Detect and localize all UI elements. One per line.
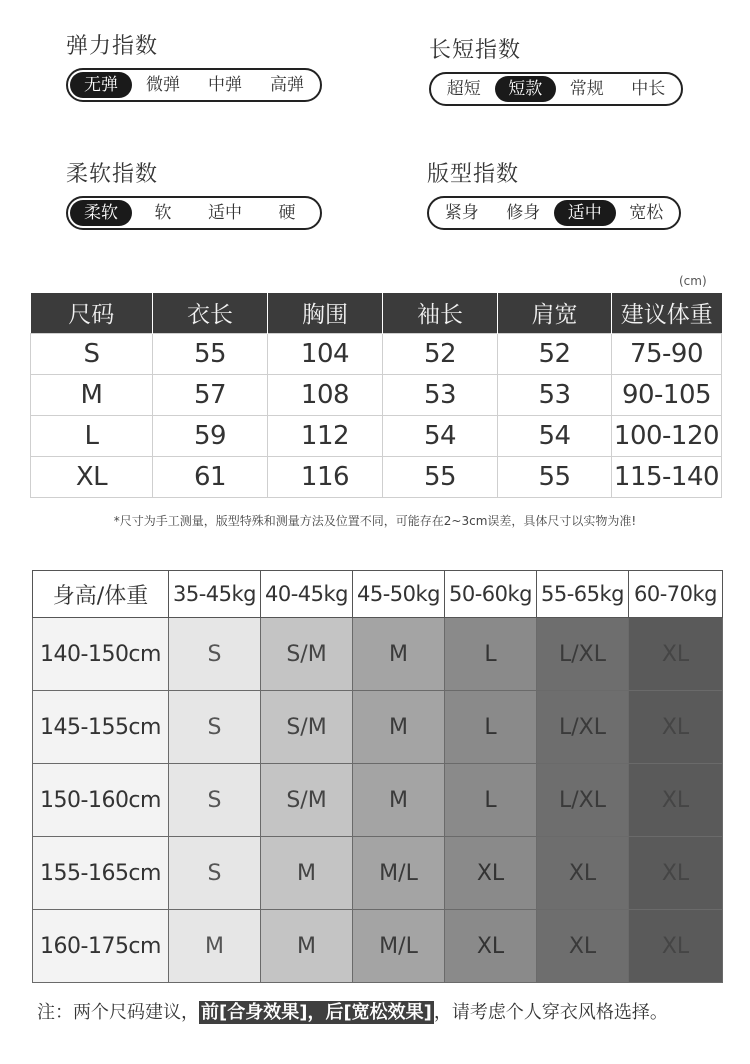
weight-range-header: 35-45kg: [169, 571, 261, 618]
recommended-size: S: [169, 618, 261, 691]
recommended-size: M: [261, 837, 353, 910]
recommended-size: XL: [629, 618, 723, 691]
table-row: [33, 618, 723, 691]
recommended-size: M: [353, 618, 445, 691]
recommended-size: S: [169, 691, 261, 764]
recommended-size: XL: [629, 691, 723, 764]
table-cell: 61: [153, 456, 268, 497]
table-cell: 52: [383, 333, 498, 374]
fit-index-scale: [427, 196, 681, 230]
length-option: 超短: [446, 79, 481, 99]
table-cell: 57: [153, 374, 268, 415]
note-suffix: ，请考虑个人穿衣风格选择。: [433, 1002, 668, 1023]
header-size: 尺码: [31, 293, 153, 333]
length-index: [429, 36, 683, 106]
table-cell: 104: [268, 333, 383, 374]
height-range-label: 145-155cm: [33, 691, 169, 764]
softness-option: 适中: [208, 203, 242, 223]
note-prefix: 注：两个尺码建议，: [37, 1002, 199, 1023]
table-cell: 55: [153, 333, 268, 374]
table-row: [33, 837, 723, 910]
size-recommendation-table: [32, 570, 723, 983]
size-chart-header-row: [31, 293, 722, 333]
table-cell: 53: [383, 374, 498, 415]
recommended-size: L/XL: [537, 691, 629, 764]
recommendation-header-row: [33, 571, 723, 618]
recommended-size: S/M: [261, 691, 353, 764]
recommended-size: M: [353, 764, 445, 837]
elastic-index: [66, 32, 322, 102]
length-option: 中长: [631, 79, 666, 99]
weight-range-header: 60-70kg: [629, 571, 723, 618]
table-row: [33, 910, 723, 983]
recommended-size: S/M: [261, 764, 353, 837]
recommended-size: XL: [445, 837, 537, 910]
weight-range-header: 50-60kg: [445, 571, 537, 618]
weight-range-header: 40-45kg: [261, 571, 353, 618]
recommended-size: XL: [629, 910, 723, 983]
fit-option: 紧身: [444, 203, 479, 223]
elastic-option: 中弹: [208, 75, 242, 95]
fit-index-title: 版型指数: [427, 162, 520, 187]
table-cell: M: [31, 374, 153, 415]
softness-option: 软: [154, 203, 172, 223]
softness-index-title: 柔软指数: [66, 162, 159, 187]
height-weight-corner-label: 身高/体重: [33, 571, 169, 618]
table-cell: 53: [498, 374, 612, 415]
softness-index: [66, 160, 322, 230]
fit-index: [427, 160, 681, 230]
table-cell: 100-120: [612, 415, 722, 456]
table-row: [33, 691, 723, 764]
recommended-size: XL: [629, 837, 723, 910]
table-row: [31, 333, 722, 374]
header-length: 衣长: [153, 293, 268, 333]
elastic-option: 无弹: [70, 72, 132, 98]
height-range-label: 150-160cm: [33, 764, 169, 837]
table-cell: 112: [268, 415, 383, 456]
table-cell: 54: [498, 415, 612, 456]
table-cell: L: [31, 415, 153, 456]
table-row: [31, 374, 722, 415]
table-cell: 75-90: [612, 333, 722, 374]
header-chest: 胸围: [268, 293, 383, 333]
header-shoulder: 肩宽: [498, 293, 612, 333]
table-cell: XL: [31, 456, 153, 497]
recommended-size: M: [353, 691, 445, 764]
fit-option: 宽松: [629, 203, 664, 223]
header-weight: 建议体重: [612, 293, 722, 333]
table-row: [33, 764, 723, 837]
recommended-size: M: [261, 910, 353, 983]
recommended-size: S/M: [261, 618, 353, 691]
recommended-size: M/L: [353, 837, 445, 910]
recommended-size: M: [169, 910, 261, 983]
elastic-index-title: 弹力指数: [66, 34, 159, 59]
size-selection-note: [37, 1000, 737, 1026]
fit-option: 适中: [554, 200, 616, 226]
softness-index-scale: [66, 196, 322, 230]
table-cell: 108: [268, 374, 383, 415]
recommended-size: L/XL: [537, 618, 629, 691]
table-cell: 115-140: [612, 456, 722, 497]
recommended-size: XL: [445, 910, 537, 983]
table-cell: 54: [383, 415, 498, 456]
recommended-size: S: [169, 764, 261, 837]
table-cell: 116: [268, 456, 383, 497]
recommended-size: M/L: [353, 910, 445, 983]
table-cell: S: [31, 333, 153, 374]
weight-range-header: 45-50kg: [353, 571, 445, 618]
height-range-label: 155-165cm: [33, 837, 169, 910]
table-cell: 90-105: [612, 374, 722, 415]
length-option: 短款: [495, 76, 557, 102]
softness-option: 柔软: [70, 200, 132, 226]
note-highlight: 前[合身效果]，后[宽松效果]: [201, 1002, 432, 1023]
fit-option: 修身: [506, 203, 541, 223]
recommended-size: XL: [629, 764, 723, 837]
header-sleeve: 袖长: [383, 293, 498, 333]
table-cell: 55: [383, 456, 498, 497]
length-index-title: 长短指数: [429, 38, 522, 63]
elastic-option: 高弹: [270, 75, 304, 95]
height-range-label: 160-175cm: [33, 910, 169, 983]
height-range-label: 140-150cm: [33, 618, 169, 691]
recommended-size: L: [445, 618, 537, 691]
table-row: [31, 415, 722, 456]
length-option: 常规: [569, 79, 604, 99]
length-index-scale: [429, 72, 683, 106]
elastic-index-scale: [66, 68, 322, 102]
recommended-size: XL: [537, 837, 629, 910]
table-row: [31, 456, 722, 497]
table-cell: 59: [153, 415, 268, 456]
measurement-note: *尺寸为手工测量，版型特殊和测量方法及位置不同，可能存在2~3cm误差，具体尺寸以实物为准!: [113, 514, 637, 528]
table-cell: 55: [498, 456, 612, 497]
softness-option: 硬: [278, 203, 296, 223]
recommended-size: L: [445, 764, 537, 837]
recommended-size: S: [169, 837, 261, 910]
weight-range-header: 55-65kg: [537, 571, 629, 618]
recommended-size: XL: [537, 910, 629, 983]
recommended-size: L/XL: [537, 764, 629, 837]
recommended-size: L: [445, 691, 537, 764]
size-chart-table: [30, 293, 722, 498]
unit-label: (cm): [679, 274, 707, 288]
elastic-option: 微弹: [146, 75, 180, 95]
table-cell: 52: [498, 333, 612, 374]
